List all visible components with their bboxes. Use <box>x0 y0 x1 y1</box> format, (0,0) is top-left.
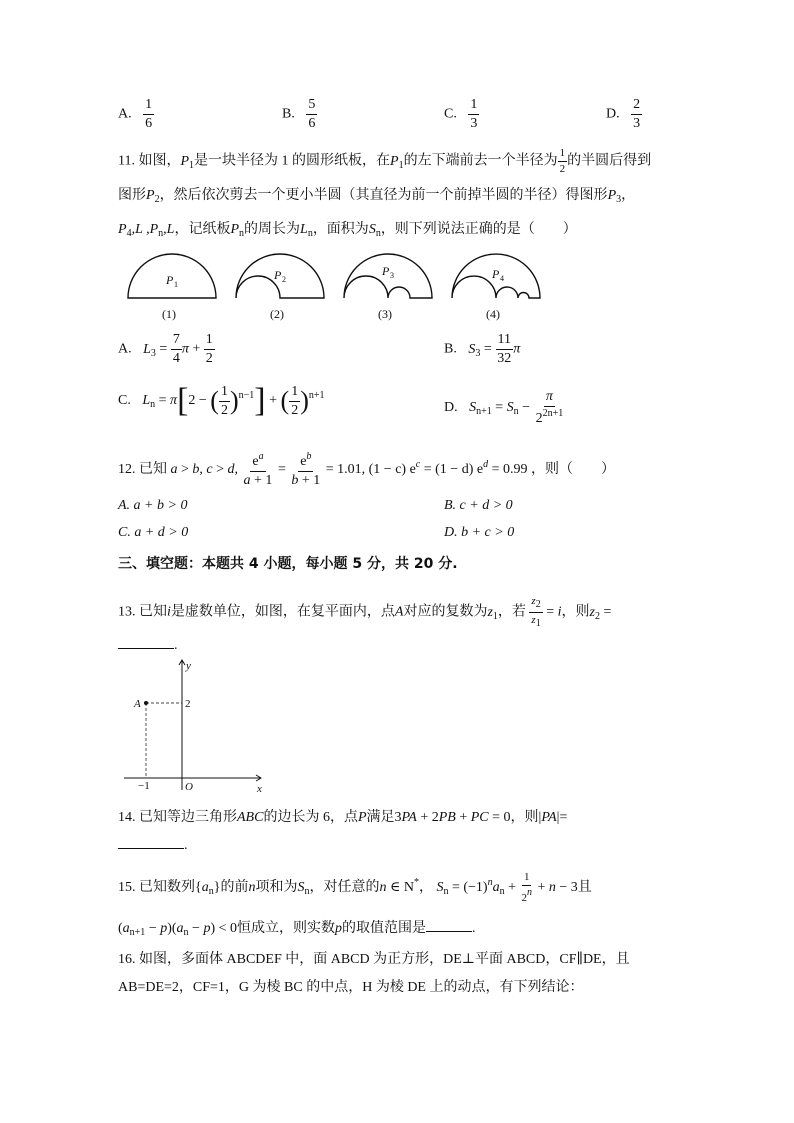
fraction: $\frac{2}{3}$ <box>633 97 641 131</box>
fraction: $\frac{5}{6}$ <box>308 97 316 131</box>
q12-stem: 12. 已知 a > b, c > d, $\frac{e^a}{a + 1}$ = $\frac{e^b}{b + 1}$ = 1.01, (1 − c) $e^c = (1 - d) e^d = 0.99$ ，则（ ） <box>118 451 615 488</box>
point-a-label: A <box>134 698 141 710</box>
x-axis-label: x <box>257 783 262 795</box>
figure-p2-label: P <box>274 268 282 282</box>
svg-text:4: 4 <box>500 274 504 283</box>
caption-4: (4) <box>486 307 500 321</box>
svg-text:2: 2 <box>282 275 286 284</box>
q14-stem: 14. 已知等边三角形ABC的边长为 6，点P满足3PA + 2PB + PC = 0，则|PA|= <box>118 810 568 825</box>
q15-answer-blank[interactable] <box>426 931 472 932</box>
q12-option-b[interactable]: B. c + d > 0 <box>444 498 513 513</box>
q14-answer-blank[interactable]: . <box>118 838 188 854</box>
q15-line-2: $(a_{n+1} - p)(a_n - p) < 0$恒成立，则实数p的取值范围是 . <box>118 921 476 938</box>
q12-option-d[interactable]: D. b + c > 0 <box>444 525 515 540</box>
origin-label: O <box>185 781 193 793</box>
y-axis-label: y <box>186 660 191 672</box>
q10-option-a[interactable]: A. $\frac{1}{6}$ <box>118 97 153 131</box>
q11-option-b[interactable]: B. $S_3$ = $\frac{11}{32}$ π <box>444 332 521 366</box>
caption-3: (3) <box>378 307 392 321</box>
q13-answer-blank[interactable]: . <box>118 638 178 654</box>
q10-option-b[interactable]: B. $\frac{5}{6}$ <box>282 97 316 131</box>
q15-stem: 15. 已知数列$\{a_n\}$的前n项和为$S_n$，对任意的n ∈ N*， $S_n = (-1)^na_n$ + $\frac{1}{2n}$ + n − 3且 <box>118 871 592 904</box>
math-p1: $P_1$ <box>180 153 195 171</box>
fraction: $\frac{1}{3}$ <box>470 97 478 131</box>
caption-1: (1) <box>162 307 176 321</box>
svg-text:3: 3 <box>390 271 394 280</box>
q11-line-2: 图形$P_2$，然后依次剪去一个更小半圆（其直径为前一个前掉半圆的半径）得图形$P_3$， <box>118 188 636 205</box>
q11-option-d[interactable]: D. $S_{n+1} = S_n$ − $\frac{\pi}{2^{2n+1}}$ <box>444 389 564 426</box>
q10-option-c[interactable]: C. $\frac{1}{3}$ <box>444 97 478 131</box>
q11-line-1: 11. 如图，$P_1$是一块半径为 1 的圆形纸板，在$P_1$的左下端前去一个半径为 $\frac{1}{2}$ 的半圆后得到 <box>118 147 652 175</box>
q11-option-a[interactable]: A. $L_3$ = $\frac{7}{4}$ π + $\frac{1}{2}$ <box>118 332 213 366</box>
q16-line-1: 16. 如图，多面体 ABCDEF 中，面 ABCD 为正方形，DE⊥平面 ABCD，CF∥DE，且 <box>118 952 630 967</box>
fraction-half: $\frac{1}{2}$ <box>559 147 566 175</box>
point-a <box>144 701 148 705</box>
q12-option-c[interactable]: C. a + d > 0 <box>118 525 189 540</box>
x-tick-label: −1 <box>138 780 150 792</box>
y-tick-label: 2 <box>185 698 191 710</box>
svg-text:1: 1 <box>174 280 178 289</box>
q16-line-2: AB=DE=2，CF=1，G 为棱 BC 的中点，H 为棱 DE 上的动点，有下列结论： <box>118 980 584 995</box>
fraction: $\frac{1}{6}$ <box>145 97 153 131</box>
figure-p3-label: P <box>382 264 390 278</box>
q12-option-a[interactable]: A. a + b > 0 <box>118 498 188 513</box>
q10-option-d[interactable]: D. $\frac{2}{3}$ <box>606 97 641 131</box>
q11-option-c[interactable]: C. $L_n = \pi[2$ − ( $\frac{1}{2}$ )$^{n-1}$] + ( $\frac{1}{2}$ )$^{n+1}$ <box>118 382 325 419</box>
q11-figures <box>118 248 558 328</box>
q13-complex-plane <box>118 655 268 795</box>
q13-stem: 13. 已知i是虚数单位，如图，在复平面内，点A对应的复数为$z_1$，若 $\frac{z2}{z1}$ = i，则$z_2$ = <box>118 595 612 629</box>
q11-line-3: $P_4,L$ $,P_n,L$，记纸板$P_n$的周长为$L_n$，面积为$S_n$，则下列说法正确的是（ ） <box>118 222 577 239</box>
section-3-heading: 三、填空题：本题共 4 小题，每小题 5 分，共 20 分. <box>118 556 458 572</box>
figure-p4-label: P <box>492 267 500 281</box>
figure-p1-label: P <box>166 273 174 287</box>
caption-2: (2) <box>270 307 284 321</box>
